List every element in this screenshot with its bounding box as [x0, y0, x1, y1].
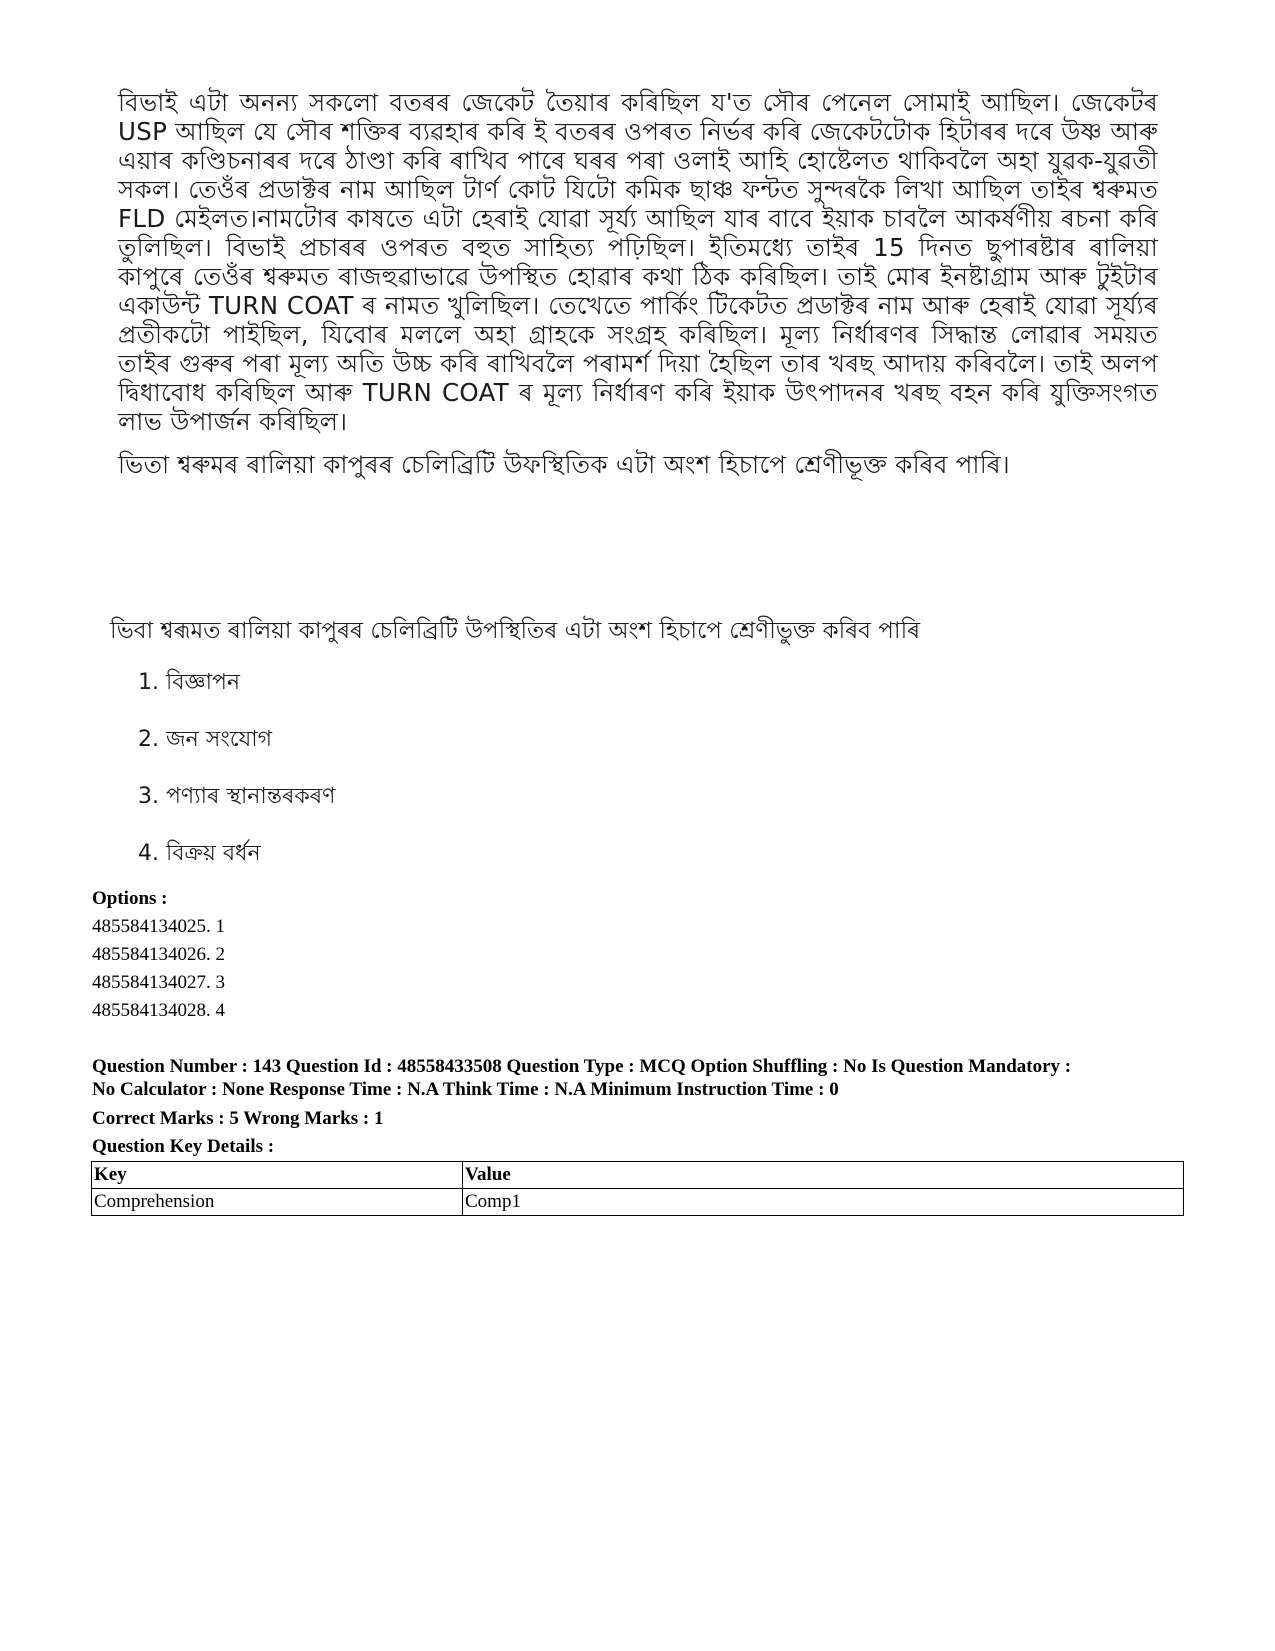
table-header-key: Key — [92, 1162, 463, 1189]
option-id-4: 485584134028. 4 — [92, 1000, 225, 1021]
options-block — [92, 885, 225, 1025]
question-details-line-2: No Calculator : None Response Time : N.A Think Time : N.A Minimum Instruction Time : 0 — [92, 1079, 839, 1100]
question-text: ভিবা শ্বৰূমত ৰালিয়া কাপুৰৰ চেলিব্ৰিটি উপস্থিতিৰ এটা অংশ হিচাপে শ্ৰেণীভুক্ত কৰিব পাৰি — [110, 618, 921, 644]
passage-paragraph: বিভাই এটা অনন্য সকলো বতৰৰ জেকেট তৈয়াৰ কৰিছিল য'ত সৌৰ পেনেল সোমাই আছিল। জেকেটৰ USP আছিল যে সৌৰ শক্তিৰ ব্যৱহাৰ কৰি ই বতৰৰ ওপৰত নিৰ্ভৰ কৰি জেকেটটোক হিটাৰৰ দৰে উষ্ণ আৰু এয়াৰ কণ্ডিচনাৰৰ দৰে ঠাণ্ডা কৰি ৰাখিব পাৰে ঘৰৰ পৰা ওলাই আহি হোষ্টেলত থাকিবলৈ অহা যুৱক-যুৱতী সকল। তেওঁৰ প্ৰডাক্টৰ নাম আছিল টাৰ্ণ কোট যিটো কমিক ছাঞ্চ ফন্টত সুন্দৰকৈ লিখা আছিল তাইৰ শ্বৰুমত FLD মেইলত।নামটোৰ কাষতে এটা হেৰাই যোৱা সূৰ্য্য আছিল যাৰ বাবে ইয়াক চাবলৈ আকৰ্ষণীয় ৰচনা কৰি তুলিছিল। বিভাই প্ৰচাৰৰ ওপৰত বহুত সাহিত্য পঢ়িছিল। ইতিমধ্যে তাইৰ 15 দিনত ছুপাৰষ্টাৰ ৰালিয়া কাপুৰে তেওঁৰ শ্বৰুমত ৰাজহুৱাভাৱে উপস্থিত হোৱাৰ কথা ঠিক কৰিছিল। তাই মোৰ ইনষ্টাগ্ৰাম আৰু টুইটাৰ একাউন্ট TURN COAT ৰ নামত খুলিছিল। তেখেতে পাৰ্কিং টিকেটত প্ৰডাক্টৰ নাম আৰু হেৰাই যোৱা সূৰ্য্যৰ প্ৰতীকটো পাইছিল, যিবোৰ মললে অহা গ্ৰাহকে সংগ্ৰহ কৰিছিল। মূল্য নিৰ্ধাৰণৰ সিদ্ধান্ত লোৱাৰ সময়ত তাইৰ গুৰুৰ পৰা মূল্য অতি উচ্চ কৰি ৰাখিবলৈ পৰামৰ্শ দিয়া হৈছিল তাৰ খৰছ আদায় কৰিবলৈ। তাই অলপ দ্বিধাবোধ কৰিছিল আৰু TURN COAT ৰ মূল্য নিৰ্ধাৰণ কৰি ইয়াক উৎপাদনৰ খৰছ বহন কৰি যুক্তিসংগত লাভ উপাৰ্জন কৰিছিল। — [118, 88, 1158, 436]
option-id-1: 485584134025. 1 — [92, 916, 225, 937]
passage-image — [118, 88, 1158, 479]
table-cell-key: Comprehension — [92, 1189, 463, 1216]
question-choices — [138, 668, 335, 896]
passage-lead-statement: ভিতা শ্বৰুমৰ ৰালিয়া কাপুৰৰ চেলিব্ৰিটি উফস্থিতিক এটা অংশ হিচাপে শ্ৰেণীভূক্ত কৰিব পাৰি। — [118, 450, 1010, 479]
table-header-row — [92, 1162, 1184, 1189]
choice-3: 3. পণ্যাৰ স্থানান্তৰকৰণ — [138, 784, 336, 809]
choice-1: 1. বিজ্ঞাপন — [138, 670, 241, 695]
marks-line: Correct Marks : 5 Wrong Marks : 1 — [92, 1108, 384, 1129]
question-details — [92, 1055, 1182, 1163]
key-details-heading: Question Key Details : — [92, 1136, 275, 1157]
key-details-table — [91, 1161, 1184, 1216]
table-header-value: Value — [463, 1162, 1184, 1189]
choice-4: 4. বিক্ৰয় বৰ্ধন — [138, 841, 261, 866]
question-details-line-1: Question Number : 143 Question Id : 48558433508 Question Type : MCQ Option Shuffling : No Is Question Mandatory : — [92, 1056, 1072, 1077]
table-cell-value: Comp1 — [463, 1189, 1184, 1216]
options-heading: Options : — [92, 888, 168, 909]
option-id-2: 485584134026. 2 — [92, 944, 225, 965]
option-id-3: 485584134027. 3 — [92, 972, 225, 993]
table-row — [92, 1189, 1184, 1216]
choice-2: 2. জন সংযোগ — [138, 727, 273, 752]
